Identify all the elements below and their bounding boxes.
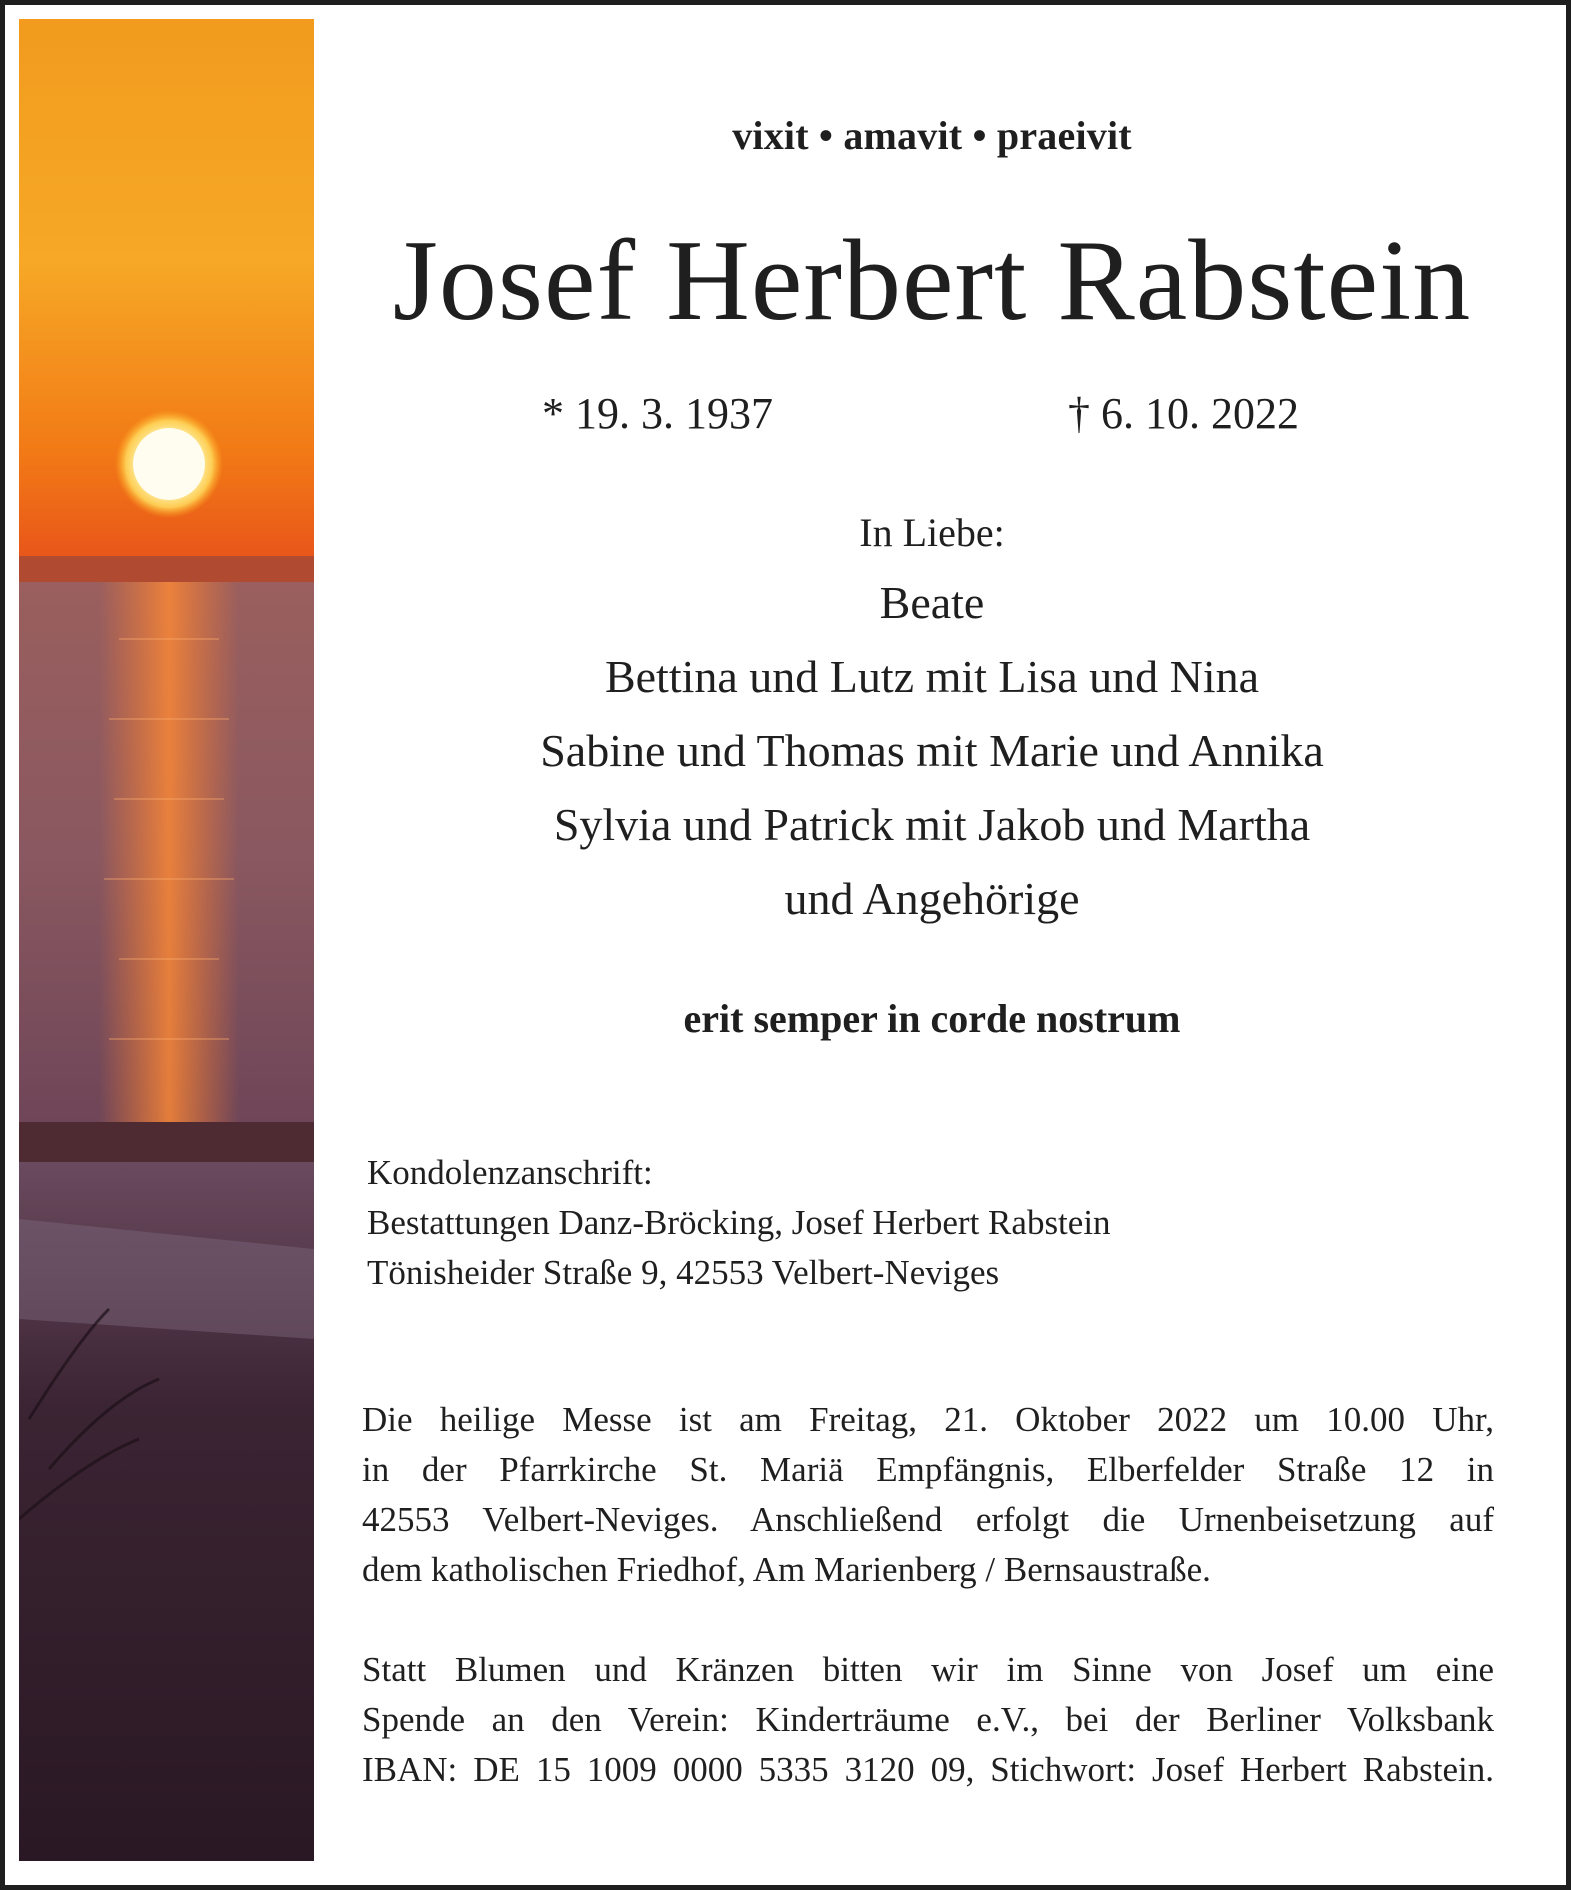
- mass-line: dem katholischen Friedhof, Am Marienberg / Bernsaustraße.: [362, 1550, 1211, 1589]
- mourner-line: Beate: [879, 577, 985, 628]
- mass-announcement: [362, 1395, 1502, 1595]
- donation-line: IBAN: DE 15 1009 0000 5335 3120 09, Stichwort: Josef Herbert Rabstein.: [362, 1750, 1494, 1789]
- condolence-address: [367, 1148, 1507, 1298]
- donation-line: Statt Blumen und Kränzen bitten wir im Sinne von Josef um eine: [362, 1650, 1494, 1689]
- mourners-intro: In Liebe:: [859, 510, 1005, 555]
- sunset-photo: [19, 19, 314, 1861]
- mourner-line: Sylvia und Patrick mit Jakob und Martha: [553, 799, 1311, 850]
- closing-phrase: erit semper in corde nostrum: [683, 996, 1181, 1041]
- mourner-line: Bettina und Lutz mit Lisa und Nina: [604, 651, 1260, 702]
- mass-line: in der Pfarrkirche St. Mariä Empfängnis, Elberfelder Straße 12 in: [362, 1450, 1494, 1489]
- mass-line: 42553 Velbert-Neviges. Anschließend erfolgt die Urnenbeisetzung auf: [362, 1500, 1494, 1539]
- donation-line: Spende an den Verein: Kinderträume e.V., bei der Berliner Volksbank: [362, 1700, 1494, 1739]
- birth-date: * 19. 3. 1937: [542, 389, 773, 438]
- mourners-block: [362, 500, 1502, 936]
- mourner-line: und Angehörige: [784, 873, 1080, 924]
- motto: vixit • amavit • praeivit: [732, 113, 1132, 158]
- mass-line: Die heilige Messe ist am Freitag, 21. Oktober 2022 um 10.00 Uhr,: [362, 1400, 1494, 1439]
- donation-request: [362, 1645, 1502, 1795]
- address-line: Kondolenzanschrift:: [367, 1153, 653, 1192]
- life-dates: [362, 388, 1502, 438]
- deceased-name: Josef Herbert Rabstein: [392, 217, 1472, 345]
- mourners-list: [362, 566, 1502, 936]
- mourner-line: Sabine und Thomas mit Marie und Annika: [540, 725, 1324, 776]
- address-line: Bestattungen Danz-Bröcking, Josef Herbert Rabstein: [367, 1203, 1111, 1242]
- address-line: Tönisheider Straße 9, 42553 Velbert-Neviges: [367, 1253, 1000, 1292]
- death-date: † 6. 10. 2022: [1068, 389, 1299, 438]
